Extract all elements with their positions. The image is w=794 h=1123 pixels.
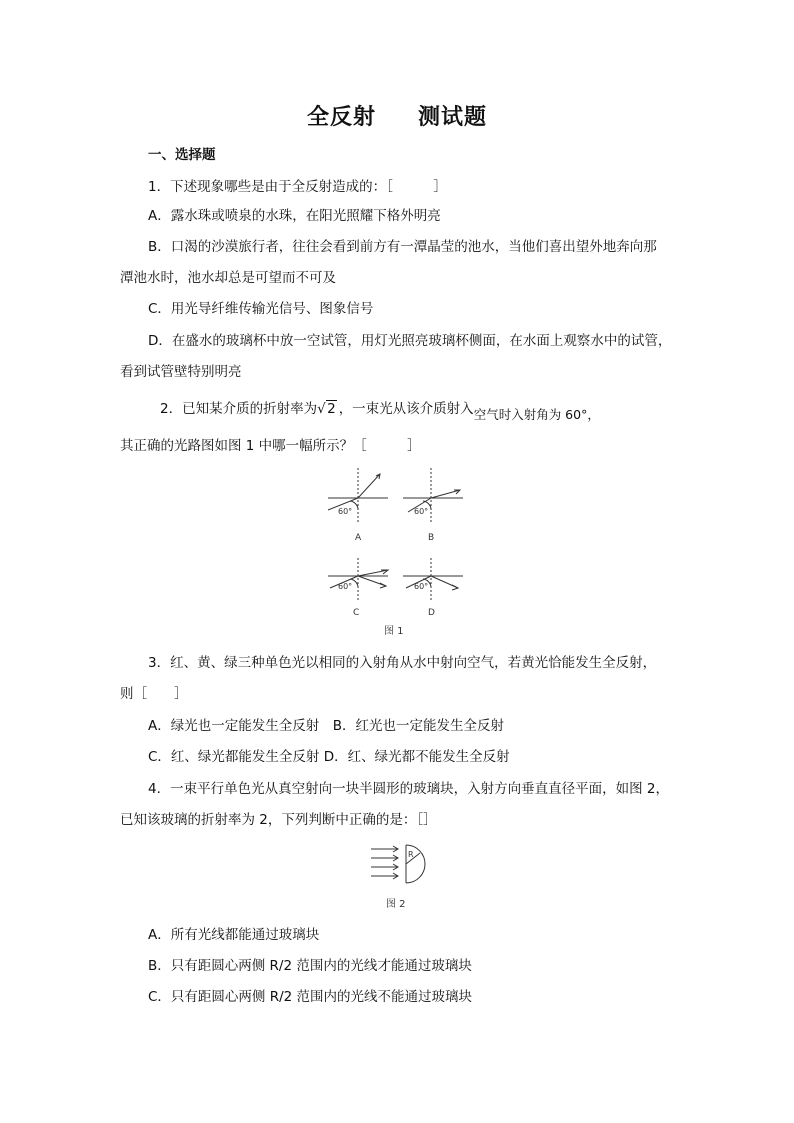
q4-option-b: B．只有距圆心两侧 R/2 范围内的光线才能通过玻璃块	[148, 958, 472, 974]
q2-stem-pre: 2．已知某介质的折射率为	[160, 401, 318, 417]
q2-stem-post: 空气时入射角为 60°，	[473, 407, 600, 422]
q1-stem: 1．下述现象哪些是由于全反射造成的：［ ］	[148, 179, 447, 195]
q3-stem-line1: 3．红、黄、绿三种单色光以相同的入射角从水中射向空气，若黄光恰能发生全反射，	[148, 655, 657, 671]
q1-option-d-line1: D．在盛水的玻璃杯中放一空试管，用灯光照亮玻璃杯侧面，在水面上观察水中的试管，	[148, 333, 672, 349]
fig1-angle-d: 60°	[414, 582, 429, 591]
fig1-diagram-c	[328, 558, 388, 600]
figure-1	[318, 462, 518, 642]
q1-option-c: C．用光导纤维传输光信号、图象信号	[148, 301, 374, 317]
q3-stem-line2: 则［ ］	[120, 686, 188, 702]
title-part-1: 全反射	[306, 105, 376, 130]
fig1-label-c: C	[353, 608, 360, 618]
figure-2	[366, 843, 446, 913]
q3-options-ab: A．绿光也一定能发生全反射 B．红光也一定能发生全反射	[148, 718, 504, 734]
fig1-caption: 图 1	[384, 626, 404, 637]
q1-option-b-line2: 潭池水时，池水却总是可望而不可及	[120, 270, 336, 286]
fig1-angle-c: 60°	[338, 582, 353, 591]
sqrt-symbol	[317, 399, 337, 419]
fig1-angle-a: 60°	[338, 507, 353, 516]
q4-stem-line2: 已知该玻璃的折射率为 2，下列判断中正确的是：［］	[120, 812, 437, 828]
fig1-label-a: A	[355, 533, 362, 543]
section-heading: 一、选择题	[148, 147, 216, 163]
page-title	[0, 100, 794, 131]
q1-option-d-line2: 看到试管壁特别明亮	[120, 364, 242, 380]
q2-stem-line2: 其正确的光路图如图 1 中哪一幅所示？［ ］	[120, 438, 421, 454]
fig1-angle-b: 60°	[414, 507, 429, 516]
q2-sqrt-value: 2	[327, 401, 336, 417]
q2-stem-mid: ，一束光从该介质射入	[338, 401, 474, 417]
fig2-radius-label: R	[408, 850, 414, 859]
q2-stem-line1	[160, 399, 600, 422]
fig2-caption: 图 2	[386, 899, 406, 910]
fig1-diagram-a	[328, 468, 388, 524]
q3-options-cd: C．红、绿光都能发生全反射 D．红、绿光都不能发生全反射	[148, 749, 510, 765]
q4-stem-line1: 4．一束平行单色光从真空射向一块半圆形的玻璃块，入射方向垂直直径平面，如图 2，	[148, 781, 669, 797]
title-part-2: 测试题	[418, 105, 488, 130]
q4-option-a: A．所有光线都能通过玻璃块	[148, 927, 320, 943]
fig1-label-b: B	[428, 533, 435, 543]
q4-option-c: C．只有距圆心两侧 R/2 范围内的光线不能通过玻璃块	[148, 989, 473, 1005]
q1-option-a: A．露水珠或喷泉的水珠，在阳光照耀下格外明亮	[148, 208, 441, 224]
q1-option-b-line1: B．口渴的沙漠旅行者，往往会看到前方有一潭晶莹的池水，当他们喜出望外地奔向那	[148, 239, 657, 255]
fig1-label-d: D	[428, 608, 435, 618]
fig1-diagram-d	[403, 558, 463, 600]
fig1-diagram-b	[403, 468, 463, 524]
